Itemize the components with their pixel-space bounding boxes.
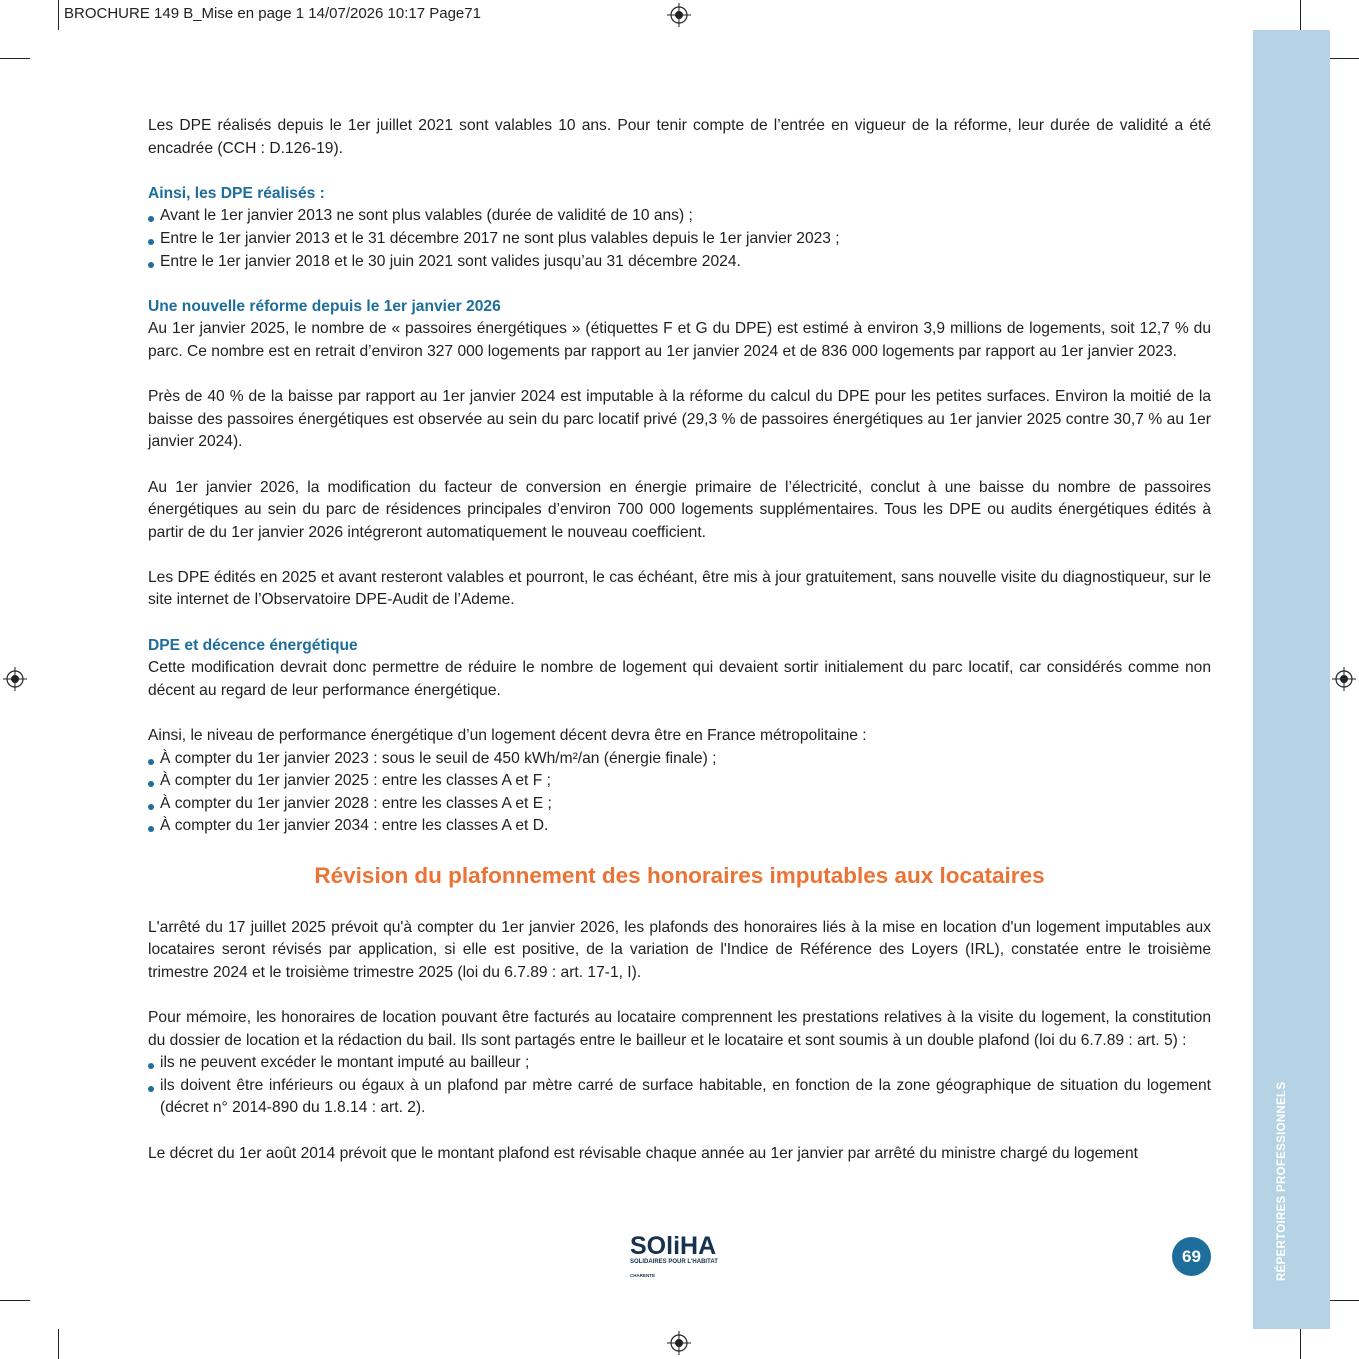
bullet-list — [148, 1052, 1211, 1120]
list-item: À compter du 1er janvier 2028 : entre les classes A et E ; — [148, 793, 1211, 816]
crop-mark — [0, 1300, 30, 1301]
registration-mark-icon — [667, 3, 691, 27]
paragraph: Près de 40 % de la baisse par rapport au 1er janvier 2024 est imputable à la réforme du calcul du DPE pour les petites surfaces. Environ la moitié de la baisse des passoires énergétiques est observée au sein du parc locatif privé (29,3 % de passoires énergétiques au 1er janvier 2025 contre 30,7 % au 1er janvier 2024). — [148, 388, 1211, 451]
soliha-logo — [630, 1232, 740, 1280]
page-number-badge: 69 — [1172, 1237, 1211, 1276]
list-item: À compter du 1er janvier 2023 : sous le seuil de 450 kWh/m²/an (énergie finale) ; — [148, 748, 1211, 771]
list-item: Avant le 1er janvier 2013 ne sont plus valables (durée de validité de 10 ans) ; — [148, 205, 1211, 228]
registration-mark-icon — [3, 667, 27, 691]
paragraph: Les DPE réalisés depuis le 1er juillet 2021 sont valables 10 ans. Pour tenir compte de l’entrée en vigueur de la réforme, leur durée de validité a été encadrée (CCH : D.126-19). — [148, 117, 1211, 157]
crop-mark — [1300, 0, 1301, 30]
crop-mark — [1329, 1300, 1359, 1301]
side-tab — [1253, 30, 1330, 1329]
crop-mark — [58, 0, 59, 30]
crop-mark — [1300, 1329, 1301, 1359]
subheading: DPE et décence énergétique — [148, 636, 358, 654]
list-item: ils ne peuvent excéder le montant imputé au bailleur ; — [148, 1052, 1211, 1075]
side-tab-label: RÉPERTOIRES PROFESSIONNELS — [1276, 1081, 1288, 1281]
subheading: Une nouvelle réforme depuis le 1er janvier 2026 — [148, 297, 501, 315]
paragraph: Au 1er janvier 2025, le nombre de « passoires énergétiques » (étiquettes F et G du DPE) est estimé à environ 3,9 millions de logements, soit 12,7 % du parc. Ce nombre est en retrait d’environ 327 000 logements par rapport au 1er janvier 2024 et de 836 000 logements par rapport au 1er janvier 2023. — [148, 320, 1211, 360]
subheading: Ainsi, les DPE réalisés : — [148, 184, 325, 202]
print-slug: BROCHURE 149 B_Mise en page 1 14/07/2026 10:17 Page71 — [64, 5, 481, 22]
list-item: À compter du 1er janvier 2034 : entre les classes A et D. — [148, 815, 1211, 838]
paragraph: Ainsi, le niveau de performance énergétique d’un logement décent devra être en France métropolitaine : — [148, 727, 867, 745]
bullet-list — [148, 205, 1211, 273]
paragraph: L'arrêté du 17 juillet 2025 prévoit qu'à compter du 1er janvier 2026, les plafonds des honoraires liés à la mise en location d'un logement imputables aux locataires seront révisés par application, si elle est positive, de la variation de l'Indice de Référence des Loyers (IRL), constatée entre le troisième trimestre 2024 et le troisième trimestre 2025 (loi du 6.7.89 : art. 17-1, I). — [148, 918, 1211, 981]
list-item: ils doivent être inférieurs ou égaux à un plafond par mètre carré de surface habitable, en fonction de la zone géographique de situation du logement (décret n° 2014-890 du 1.8.14 : art. 2). — [148, 1075, 1211, 1120]
crop-mark — [58, 1329, 59, 1359]
logo-tagline: SOLIDAIRES POUR L'HABITAT — [630, 1259, 718, 1265]
crop-mark — [0, 58, 30, 59]
registration-mark-icon — [667, 1331, 691, 1355]
logo-region: CHARENTE — [630, 1273, 656, 1278]
section-title: Révision du plafonnement des honoraires imputables aux locataires — [314, 862, 1045, 888]
list-item: À compter du 1er janvier 2025 : entre les classes A et F ; — [148, 770, 1211, 793]
list-item: Entre le 1er janvier 2013 et le 31 décembre 2017 ne sont plus valables depuis le 1er janvier 2023 ; — [148, 228, 1211, 251]
bullet-list — [148, 748, 1211, 838]
paragraph: Pour mémoire, les honoraires de location pouvant être facturés au locataire comprennent les prestations relatives à la visite du logement, la constitution du dossier de location et la rédaction du bail. Ils sont partagés entre le bailleur et le locataire et sont soumis à un double plafond (loi du 6.7.89 : art. 5) : — [148, 1008, 1211, 1049]
crop-mark — [1329, 58, 1359, 59]
list-item: Entre le 1er janvier 2018 et le 30 juin 2021 sont valides jusqu’au 31 décembre 2024. — [148, 251, 1211, 274]
paragraph: Au 1er janvier 2026, la modification du facteur de conversion en énergie primaire de l’électricité, conclut à une baisse du nombre de passoires énergétiques au sein du parc de résidences principales d’environ 700 000 logements supplémentaires. Tous les DPE ou audits énergétiques édités à partir de du 1er janvier 2026 intégreront automatiquement le nouveau coefficient. — [148, 478, 1211, 541]
paragraph: Cette modification devrait donc permettre de réduire le nombre de logement qui devaient sortir initialement du parc locatif, car considérés comme non décent au regard de leur performance énergétique. — [148, 659, 1211, 699]
logo-wordmark: SOliHA — [630, 1232, 717, 1260]
registration-mark-icon — [1332, 667, 1356, 691]
page-content — [148, 115, 1211, 1188]
paragraph: Les DPE édités en 2025 et avant resteront valables et pourront, le cas échéant, être mis à jour gratuitement, sans nouvelle visite du diagnostiqueur, sur le site internet de l’Observatoire DPE-Audit de l’Ademe. — [148, 568, 1211, 609]
paragraph: Le décret du 1er août 2014 prévoit que le montant plafond est révisable chaque année au 1er janvier par arrêté du ministre chargé du logement — [148, 1144, 1138, 1162]
